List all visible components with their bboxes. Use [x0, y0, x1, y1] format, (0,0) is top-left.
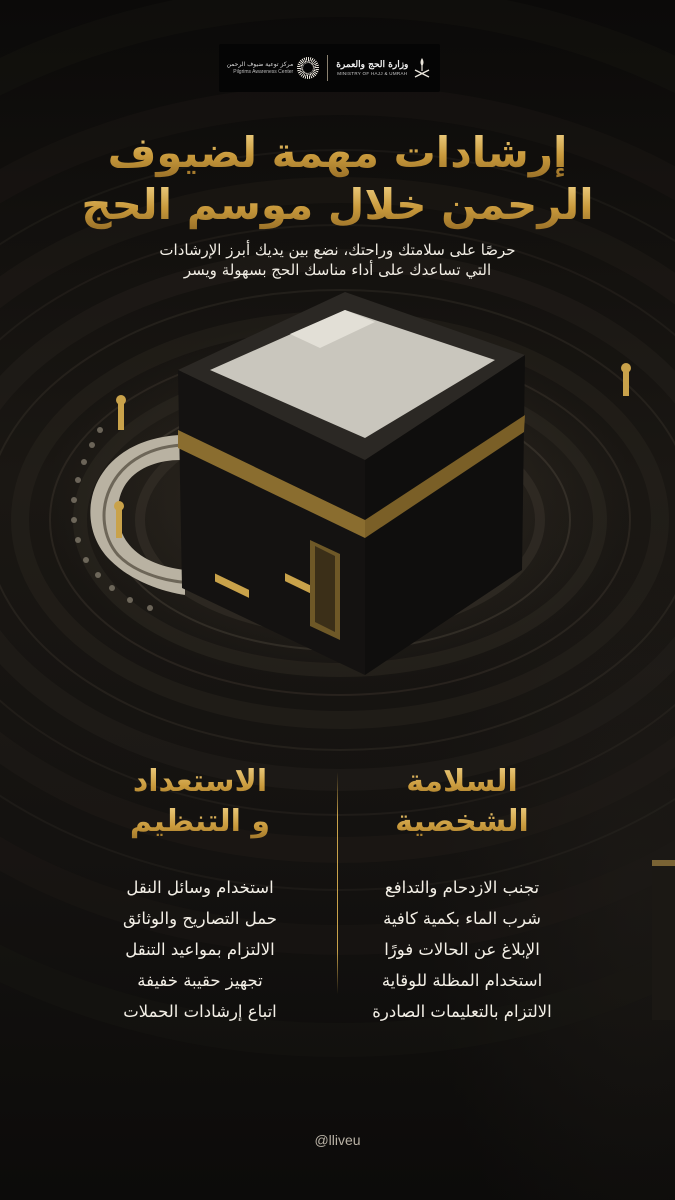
- logo-bar: [219, 44, 440, 92]
- sunburst-icon: [297, 57, 319, 79]
- pilgrims-center-english-name: Pilgrims Awareness Center: [233, 68, 294, 75]
- ministry-logo: [336, 57, 432, 79]
- account-handle: @lliveu: [314, 1132, 361, 1148]
- list-item: الالتزام بالتعليمات الصادرة: [372, 1002, 552, 1021]
- intro-text-line-2: التي تساعدك على أداء مناسك الحج بسهولة ويسر: [183, 261, 492, 279]
- saudi-emblem-icon: [412, 57, 432, 79]
- intro-text-line-1: حرصًا على سلامتك وراحتك، نضع بين يديك أبرز الإرشادات: [159, 241, 516, 259]
- logo-divider: [327, 55, 328, 81]
- list-item: حمل التصاريح والوثائق: [123, 909, 277, 928]
- kaaba-illustration: [0, 270, 675, 690]
- list-item: تجنب الازدحام والتدافع: [384, 878, 540, 897]
- list-item: استخدام المظلة للوقاية: [381, 971, 543, 990]
- section-title-line-2: و التنظيم: [80, 802, 320, 842]
- list-item: اتباع إرشادات الحملات: [123, 1002, 277, 1021]
- section-list: [342, 872, 582, 1027]
- section-title-line-1: السلامة: [342, 762, 582, 802]
- section-list: [80, 872, 320, 1027]
- ministry-english-name: MINISTRY OF HAJJ & UMRAH: [337, 70, 408, 76]
- section-title-line-1: الاستعداد: [80, 762, 320, 802]
- page-title-line-2: الرحمن خلال موسم الحج: [0, 180, 675, 230]
- page-title-line-1: إرشادات مهمة لضيوف: [0, 128, 675, 178]
- list-item: استخدام وسائل النقل: [126, 878, 274, 897]
- section-preparation: [80, 762, 320, 1027]
- section-title-line-2: الشخصية: [342, 802, 582, 842]
- pilgrims-center-arabic-name: مركز توعية ضيوف الرحمن: [226, 60, 294, 68]
- list-item: تجهيز حقيبة خفيفة: [137, 971, 263, 990]
- ministry-arabic-name: وزارة الحج والعمرة: [336, 59, 409, 70]
- section-personal-safety: [342, 762, 582, 1027]
- pilgrims-awareness-center-logo: [227, 57, 320, 79]
- list-item: شرب الماء بكمية كافية: [383, 909, 541, 928]
- list-item: الالتزام بمواعيد التنقل: [125, 940, 275, 959]
- column-divider: [337, 772, 338, 994]
- list-item: الإبلاغ عن الحالات فورًا: [384, 940, 540, 959]
